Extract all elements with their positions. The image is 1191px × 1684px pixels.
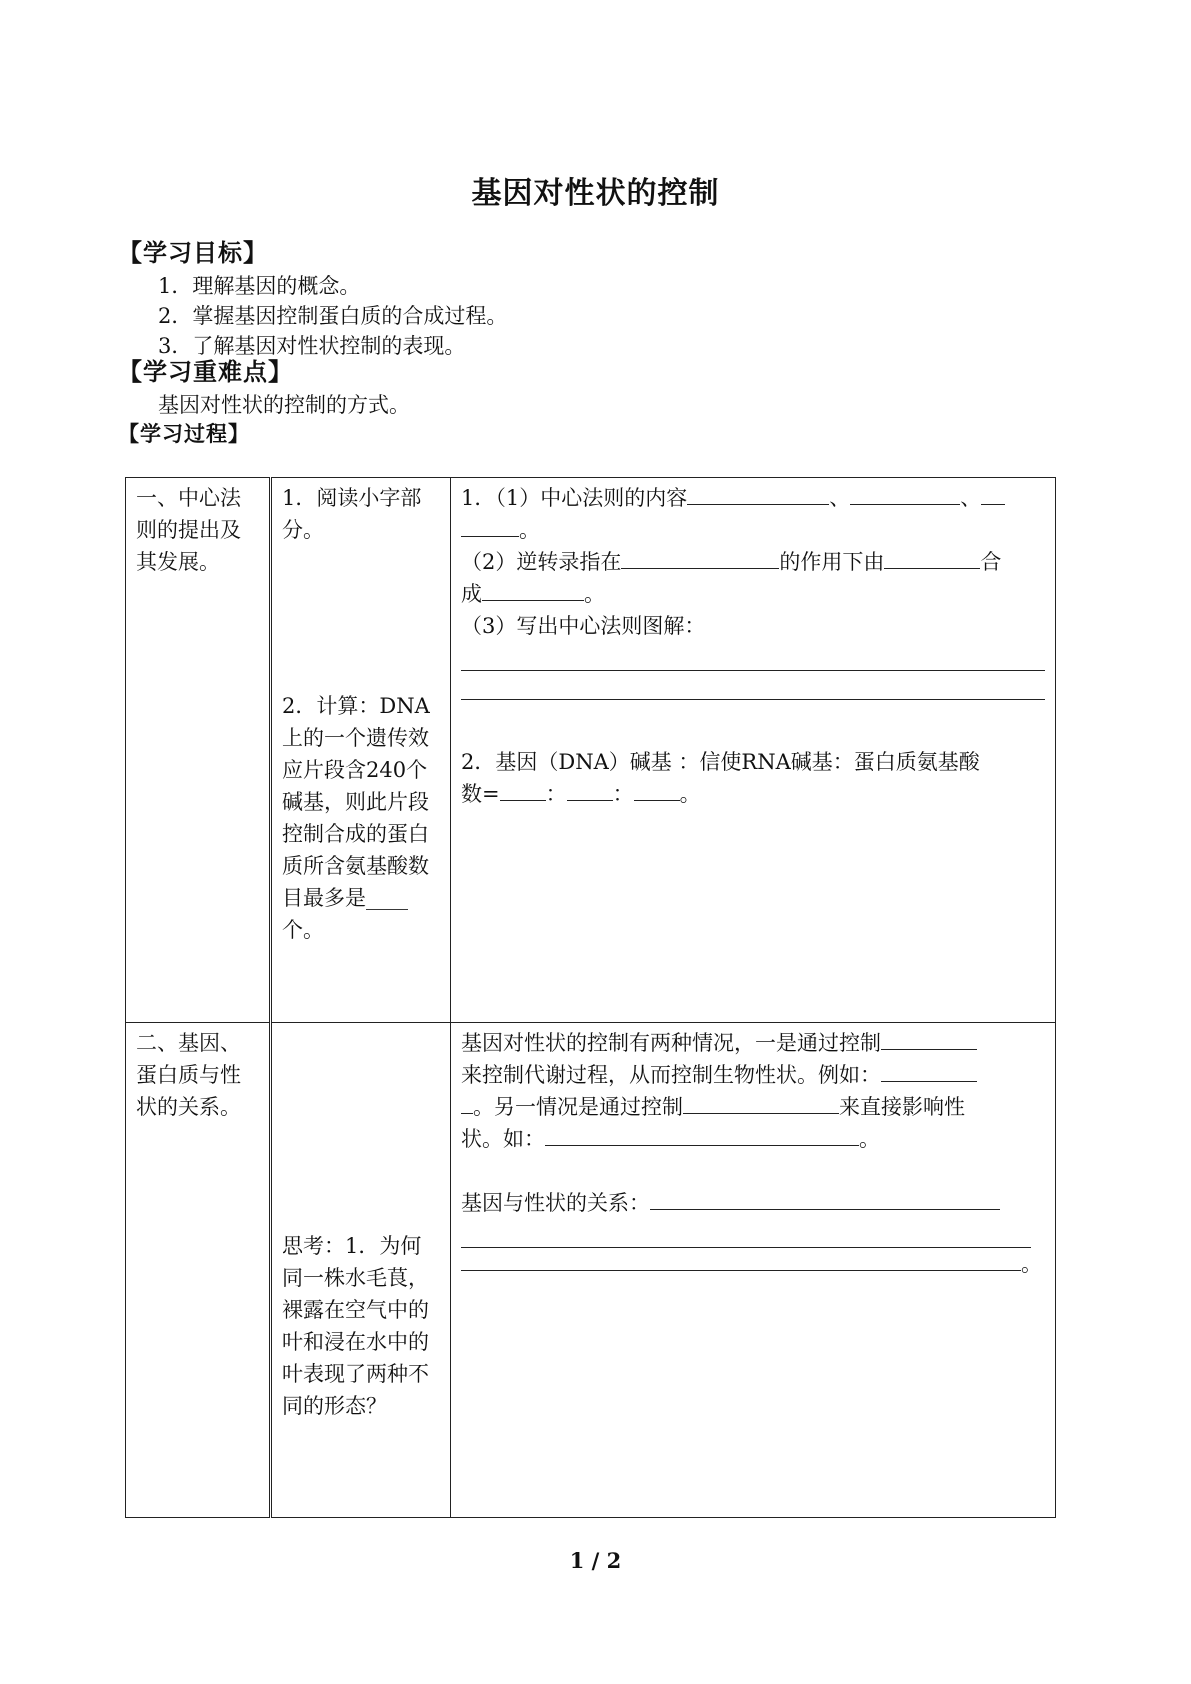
blank-reverse-transcription-template[interactable] — [884, 546, 980, 569]
objectives-heading: 【学习目标】 — [118, 239, 268, 267]
blank-ratio-mrna[interactable] — [567, 778, 613, 801]
blank-gene-trait-relation-1[interactable] — [650, 1187, 1000, 1210]
row1-task-a: 1．阅读小字部分。 — [282, 486, 422, 542]
blank-ratio-dna[interactable] — [500, 778, 546, 801]
diagram-answer-line-2[interactable] — [461, 671, 1045, 700]
blank-central-dogma-2[interactable] — [850, 482, 960, 505]
blank-gene-trait-relation-3[interactable] — [461, 1248, 1021, 1271]
q2-text: 2．基因（DNA）碱基 ：信使RNA碱基：蛋白质氨基酸 — [461, 750, 980, 774]
table-row — [126, 478, 1056, 1023]
blank-example-1[interactable] — [881, 1059, 977, 1082]
learning-process-table — [125, 477, 1056, 1518]
process-heading: 【学习过程】 — [118, 422, 250, 446]
objective-1: 1．理解基因的概念。 — [158, 274, 361, 298]
blank-example-1-cont[interactable] — [461, 1091, 473, 1114]
table-row — [126, 1023, 1056, 1518]
row1-topic: 一、中心法则的提出及其发展。 — [136, 486, 241, 574]
q1-part2-label: （2）逆转录指在 — [461, 550, 622, 574]
row2-topic-cell — [126, 1023, 271, 1518]
q1-part1-label: 1．（1）中心法则的内容 — [461, 486, 688, 510]
blank-example-2[interactable] — [545, 1123, 859, 1146]
blank-protein-structure[interactable] — [683, 1091, 839, 1114]
row2-think-question: 思考：1．为何同一株水毛茛，裸露在空气中的叶和浸在水中的叶表现了两种不同的形态？ — [282, 1234, 429, 1418]
blank-gene-trait-relation-2[interactable] — [461, 1219, 1031, 1248]
row1-task-cell — [271, 478, 451, 1023]
blank-reverse-transcription-product[interactable] — [482, 578, 584, 601]
blank-central-dogma-3[interactable] — [981, 482, 1005, 505]
row2-answer-cell: 基因对性状的控制有两种情况，一是通过控制 来控制代谢过程，从而控制生物性状。例如： 。另一情况是通过控制 来直接影响性 状。如： 。 基因与性状的关系： 。 — [451, 1023, 1056, 1518]
row1-task-b: 2．计算：DNA上的一个遗传效应片段含240个碱基，则此片段控制合成的蛋白质所含氨基酸数目最多是____个。 — [282, 694, 430, 942]
blank-central-dogma-1[interactable] — [687, 482, 829, 505]
blank-enzyme-synthesis[interactable] — [881, 1027, 977, 1050]
page-title: 基因对性状的控制 — [471, 176, 720, 211]
blank-ratio-amino-acid[interactable] — [634, 778, 680, 801]
key-points-text: 基因对性状的控制的方式。 — [158, 393, 410, 417]
page-number: 1 / 2 — [569, 1548, 622, 1573]
objective-3: 3．了解基因对性状控制的表现。 — [158, 334, 466, 358]
row2-topic: 二、基因、蛋白质与性状的关系。 — [136, 1031, 241, 1119]
q1-part3-label: （3）写出中心法则图解： — [461, 614, 706, 638]
row2-task-cell — [271, 1023, 451, 1518]
row1-answer-cell: 1．（1）中心法则的内容 、 、 。 （2）逆转录指在 的作用下由 合 成 。 （3）写出中心法则图解： 2．基因（DNA）碱基 ：信使RNA碱基：蛋白质氨基酸 数= ： ： 。 — [451, 478, 1056, 1023]
key-points-heading: 【学习重难点】 — [118, 358, 293, 386]
row1-topic-cell — [126, 478, 271, 1023]
blank-reverse-transcription-enzyme[interactable] — [621, 546, 779, 569]
blank-central-dogma-3-cont[interactable] — [461, 514, 519, 537]
objective-2: 2．掌握基因控制蛋白质的合成过程。 — [158, 304, 508, 328]
diagram-answer-line-1[interactable] — [461, 642, 1045, 671]
